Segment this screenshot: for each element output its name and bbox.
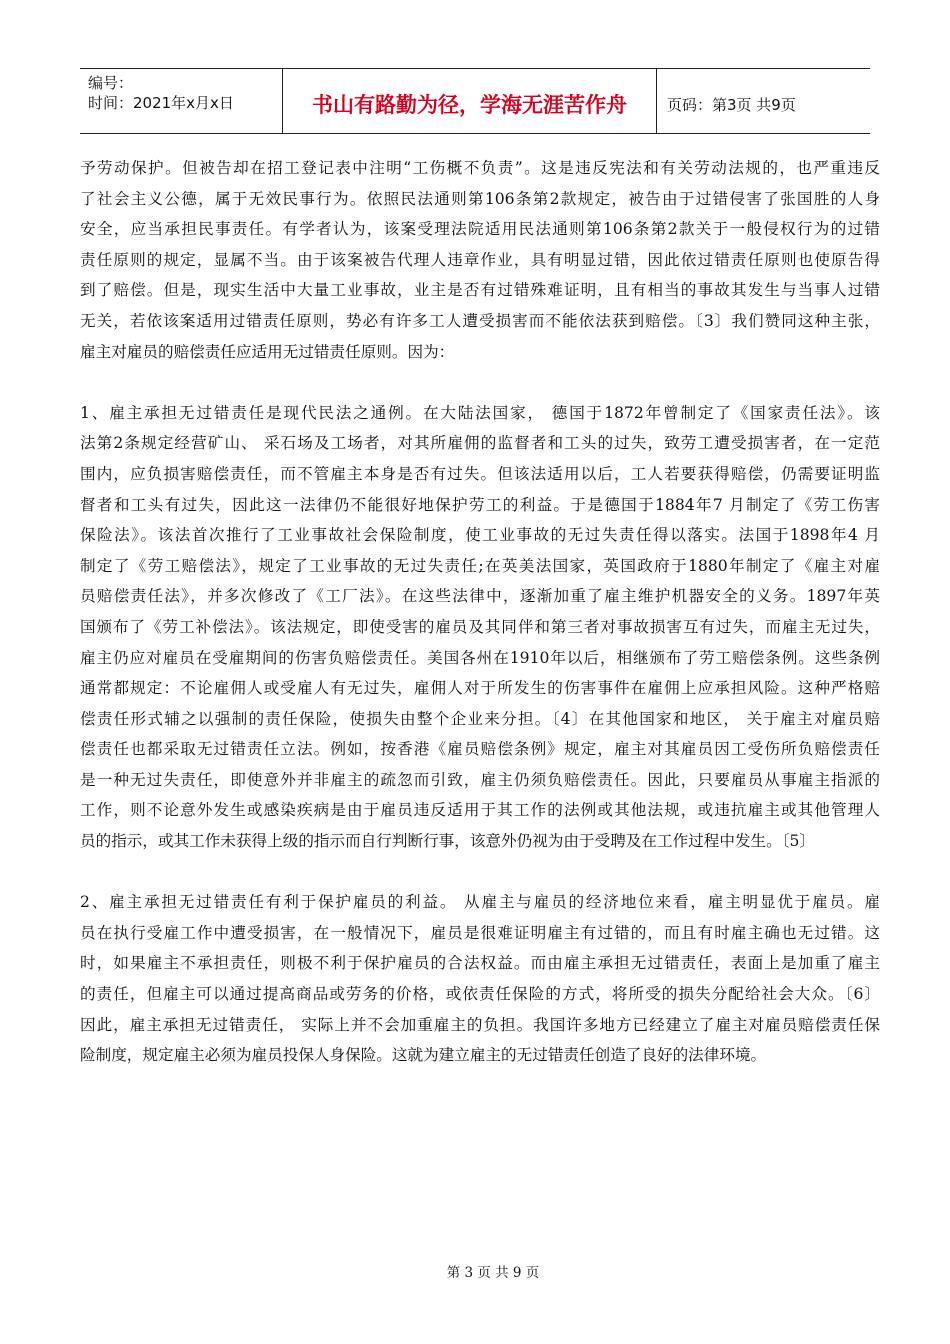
paragraph-line: 国颁布了《劳工补偿法》。该法规定，即使受害的雇员及其同伴和第三者对事故损害互有过失，而雇主无过失， xyxy=(80,617,880,636)
paragraph-line: 到了赔偿。但是，现实生活中大量工业事故，业主是否有过错殊难证明，且有相当的事故其发生与当事人过错 xyxy=(80,281,880,300)
paragraph-line: 偿责任也都采取无过错责任立法。例如，按香港《雇员赔偿条例》规定，雇主对其雇员因工受伤所负赔偿责任 xyxy=(80,740,880,759)
paragraph-line: 无关，若依该案适用过错责任原则，势必有许多工人遭受损害而不能依法获到赔偿。〔3〕我们赞同这种主张， xyxy=(80,311,880,330)
paragraph-line: 雇主对雇员的赔偿责任应适用无过错责任原则。因为： xyxy=(80,342,455,361)
paragraph-line: 保险法》。该法首次推行了工业事故社会保险制度，使工业事故的无过失责任得以落实。法国于1898年4 月 xyxy=(80,526,880,545)
paragraph-line: 因此，雇主承担无过错责任， 实际上并不会加重雇主的负担。我国许多地方已经建立了雇主对雇员赔偿责任保 xyxy=(80,1015,880,1034)
header-meta xyxy=(80,69,283,133)
document-header xyxy=(80,68,870,134)
paragraph-3 xyxy=(80,887,880,1071)
paragraph-line: 时，如果雇主不承担责任，则极不利于保护雇员的合法权益。而由雇主承担无过错责任，表面上是加重了雇主 xyxy=(80,954,880,973)
paragraph-line: 险制度，规定雇主必须为雇员投保人身保险。这就为建立雇主的无过错责任创造了良好的法律环境。 xyxy=(80,1046,767,1065)
paragraph-line: 员的指示，或其工作未获得上级的指示而自行判断行事，该意外仍视为由于受聘及在工作过程中发生。〔5〕 xyxy=(80,832,816,851)
paragraph-line: 偿责任形式辅之以强制的责任保险，使损失由整个企业来分担。〔4〕在其他国家和地区， 关于雇主对雇员赔 xyxy=(80,709,880,728)
paragraph-line: 督者和工头有过失，因此这一法律仍不能很好地保护劳工的利益。于是德国于1884年7 月制定了《劳工伤害 xyxy=(80,495,880,514)
page-footer: 第 3 页 共 9 页 xyxy=(446,1265,540,1281)
header-motto: 书山有路勤为径，学海无涯苦作舟 xyxy=(283,69,657,133)
paragraph-line: 的责任，但雇主可以通过提高商品或劳务的价格，或依责任保险的方式，将所受的损失分配给社会大众。〔6〕 xyxy=(80,985,880,1004)
paragraph-line: 法第2条规定经营矿山、 采石场及工场者，对其所雇佣的监督者和工头的过失，致劳工遭受损害者，在一定范 xyxy=(80,434,880,453)
paragraph-line: 雇主仍应对雇员在受雇期间的伤害负赔偿责任。美国各州在1910年以后，相继颁布了劳工赔偿条例。这些条例 xyxy=(80,648,880,667)
header-page-label: 页码：第3页 共9页 xyxy=(667,95,796,114)
document-body xyxy=(80,153,880,1071)
paragraph-1 xyxy=(80,153,880,367)
paragraph-line: 工作，则不论意外发生或感染疾病是由于雇员违反适用于其工作的法例或其他法规，或违抗雇主或其他管理人 xyxy=(80,801,880,820)
paragraph-line: 1、雇主承担无过错责任是现代民法之通例。在大陆法国家， 德国于1872年曾制定了《国家责任法》。该 xyxy=(80,403,880,422)
paragraph-line: 制定了《劳工赔偿法》，规定了工业事故的无过失责任;在英美法国家，英国政府于1880年制定了《雇主对雇 xyxy=(80,556,880,575)
paragraph-line: 员在执行受雇工作中遭受损害，在一般情况下，雇员是很难证明雇主有过错的，而且有时雇主确也无过错。这 xyxy=(80,923,880,942)
document-date-label: 时间：2021年x月x日 xyxy=(88,94,234,112)
paragraph-line: 2、雇主承担无过错责任有利于保护雇员的利益。 从雇主与雇员的经济地位来看，雇主明显优于雇员。雇 xyxy=(80,893,880,912)
paragraph-line: 围内，应负损害赔偿责任，而不管雇主本身是否有过失。但该法适用以后，工人若要获得赔偿，仍需要证明监 xyxy=(80,464,880,483)
paragraph-line: 是一种无过失责任，即使意外并非雇主的疏忽而引致，雇主仍须负赔偿责任。因此，只要雇员从事雇主指派的 xyxy=(80,770,880,789)
paragraph-line: 责任原则的规定，显属不当。由于该案被告代理人违章作业，具有明显过错，因此依过错责任原则也使原告得 xyxy=(80,250,880,269)
document-number-label: 编号： xyxy=(88,74,134,92)
paragraph-line: 员赔偿责任法》，并多次修改了《工厂法》。在这些法律中，逐渐加重了雇主维护机器安全的义务。1897年英 xyxy=(80,587,880,606)
paragraph-line: 予劳动保护。但被告却在招工登记表中注明“工伤概不负责”。这是违反宪法和有关劳动法规的，也严重违反 xyxy=(80,159,880,177)
paragraph-line: 安全，应当承担民事责任。有学者认为，该案受理法院适用民法通则第106条第2款关于一般侵权行为的过错 xyxy=(80,220,880,239)
paragraph-line: 通常都规定：不论雇佣人或受雇人有无过失，雇佣人对于所发生的伤害事件在雇佣上应承担风险。这种严格赔 xyxy=(80,679,880,698)
paragraph-2 xyxy=(80,398,880,857)
paragraph-line: 了社会主义公德，属于无效民事行为。依照民法通则第106条第2款规定，被告由于过错侵害了张国胜的人身 xyxy=(80,189,880,208)
